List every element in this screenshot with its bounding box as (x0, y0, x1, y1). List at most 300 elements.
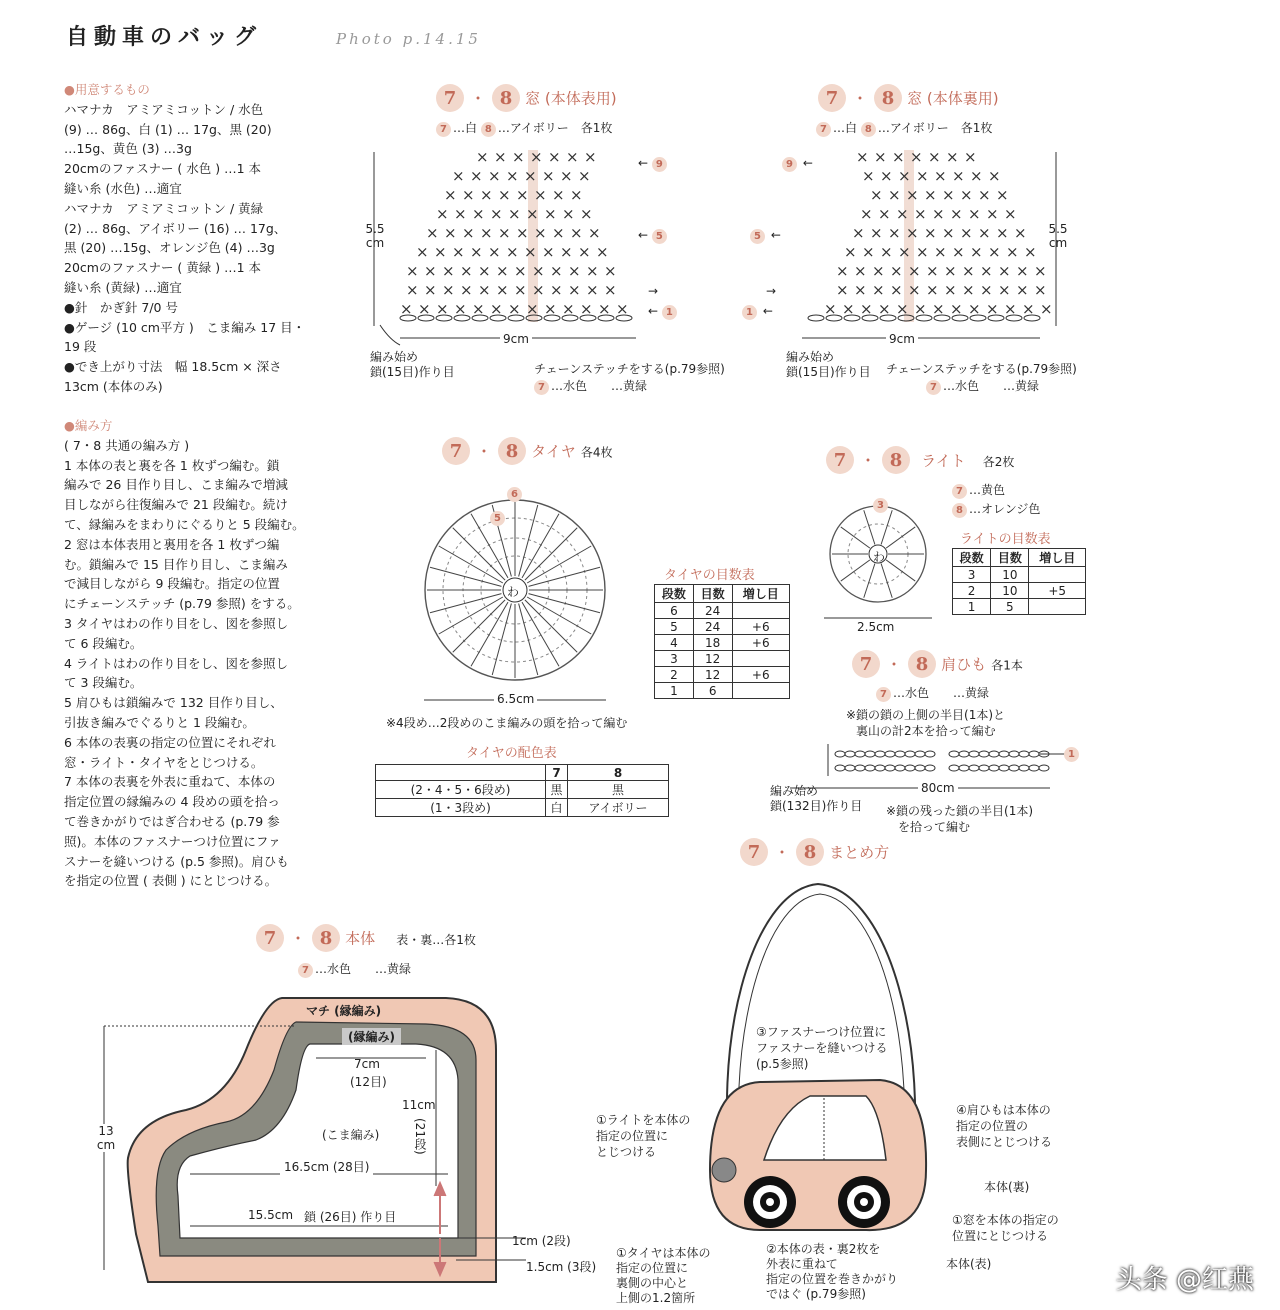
stitch-mark: × (570, 224, 583, 242)
text-line: 6 本体の表裏の指定の位置にそれぞれ (64, 734, 276, 750)
text-line: 20cmのファスナー ( 水色 ) …1 本 (64, 161, 262, 177)
num-7: 7 (826, 446, 854, 474)
text-line: ●針 かぎ針 7/0 号 (64, 299, 178, 315)
strap-stitch (885, 765, 895, 771)
strap-stitch (895, 751, 905, 757)
stitch-mark: × (890, 281, 903, 299)
stitch-mark: × (532, 281, 545, 299)
stitch-mark: × (968, 300, 981, 318)
stitch-mark: × (470, 167, 483, 185)
body-b1: 1cm (2段) (512, 1234, 571, 1248)
stitch-mark: × (844, 243, 857, 261)
num-8: 8 (874, 84, 902, 112)
stitch-mark: × (988, 167, 1001, 185)
stitch-mark: × (530, 148, 543, 166)
table-cell: 2 (655, 667, 694, 683)
light-color-7: 7 …黄色 (952, 481, 1005, 499)
window-front-width: 9cm (500, 332, 532, 346)
stitch-mark: × (488, 243, 501, 261)
light-title: ライト (921, 451, 966, 470)
text-line: 縫い糸 (水色) …適宜 (64, 180, 182, 196)
stitch-ray (525, 528, 577, 580)
stitch-mark: × (872, 262, 885, 280)
text-line: ハマナカ アミアミコットン / 黄緑 (64, 200, 264, 216)
row-marker: 1 (1064, 747, 1079, 762)
window-back-colors: 7 …水色 …黄緑 (926, 377, 1039, 395)
window-back-color-8: …アイボリー 各1枚 (877, 121, 993, 135)
row-marker: 9 (782, 157, 797, 172)
text-line: (9) … 86g、白 (1) … 17g、黒 (20) (64, 121, 272, 137)
stitch-mark: × (898, 167, 911, 185)
strap-stitch (959, 765, 969, 771)
stitch-mark: × (870, 224, 883, 242)
stitch-mark: × (908, 262, 921, 280)
text-line: …15g、黄色 (3) …3g (64, 141, 192, 157)
window-back-sub: 7 …白 8 …アイボリー 各1枚 (816, 119, 992, 137)
strap-stitch (855, 751, 865, 757)
stitch-mark: × (928, 148, 941, 166)
method-section (64, 416, 334, 891)
table-cell: 10 (991, 567, 1029, 583)
text-line: ●ゲージ (10 cm平方 ) こま編み 17 目・ (64, 319, 306, 335)
stitch-mark: × (562, 300, 575, 318)
body-sc: (こま編み) (322, 1128, 380, 1142)
text-line: 3 タイヤはわの作り目をし、図を参照し (64, 615, 289, 631)
table-cell (1029, 599, 1086, 615)
assembly-light-note: ①ライトを本体の 指定の位置に とじつける (596, 1113, 691, 1159)
stitch-mark: × (1014, 224, 1027, 242)
stitch-mark: × (442, 262, 455, 280)
tire-count-table (654, 584, 790, 699)
window-front-row1-arrow: → (648, 284, 659, 298)
text-line: 5 肩ひもは鎖編みで 132 目作り目し、 (64, 695, 283, 711)
num-8: 8 (796, 838, 824, 866)
window-front-chain: チェーンステッチをする(p.79参照) (534, 362, 725, 376)
num-8: 8 (492, 84, 520, 112)
stitch-mark: × (908, 281, 921, 299)
stitch-mark: × (494, 148, 507, 166)
materials-list (64, 100, 334, 397)
text-line: 編みで 26 目作り目し、こま編みで増減 (64, 477, 288, 493)
stitch-mark: × (962, 262, 975, 280)
table-cell: 24 (693, 603, 732, 619)
stitch-mark: × (878, 300, 891, 318)
stitch-mark: × (944, 262, 957, 280)
strap-stitch (1039, 765, 1049, 771)
stitch-mark: × (1006, 243, 1019, 261)
stitch-mark: × (444, 186, 457, 204)
light-width: 2.5cm (854, 620, 897, 634)
window-back-row5: 5 ← (750, 228, 781, 244)
stitch-ray (430, 594, 501, 613)
text-line: 縫い糸 (黄緑) …適宜 (64, 279, 182, 295)
table-cell: 5 (991, 599, 1029, 615)
stitch-ray (519, 604, 538, 675)
stitch-ray (841, 527, 870, 548)
row-marker: 3 (873, 498, 888, 513)
stitch-mark: × (960, 224, 973, 242)
text-line: 2 窓は本体表用と裏用を各 1 枚ずつ編 (64, 536, 280, 552)
stitch-mark: × (910, 148, 923, 166)
text-line: て、縁編みをまわりにぐるりと 5 段編む。 (64, 516, 305, 532)
stitch-mark: × (524, 243, 537, 261)
strap-stitch (855, 765, 865, 771)
stitch-mark: × (978, 186, 991, 204)
text-line: 照)。本体のファスナーつけ位置にファ (64, 833, 281, 849)
table-cell: (1・3段め) (376, 799, 546, 817)
stitch-mark: × (916, 243, 929, 261)
tire-header: 7 ・ 8 タイヤ 各4枚 (442, 437, 613, 465)
row-marker: 5 (750, 229, 765, 244)
strap-stitch (1029, 765, 1039, 771)
stitch-mark: × (424, 262, 437, 280)
num-8: 8 (882, 446, 910, 474)
stitch-ray (886, 527, 915, 548)
stitch-mark: × (406, 281, 419, 299)
stitch-ray (529, 567, 600, 586)
body-header: 7 ・ 8 本体 表・裏…各1枚 (256, 924, 476, 952)
stitch-mark: × (424, 281, 437, 299)
stitch-mark: × (880, 167, 893, 185)
text-line: て巻きかがりではぎ合わせる (p.79 参 (64, 813, 280, 829)
stitch-mark: × (942, 224, 955, 242)
table-cell: 3 (953, 567, 991, 583)
stitch-mark: × (934, 243, 947, 261)
body-b15: 1.5cm (3段) (526, 1260, 597, 1274)
window-back-header: 7 ・ 8 窓 (本体裏用) (818, 84, 999, 112)
stitch-mark: × (950, 205, 963, 223)
stitch-mark: × (968, 205, 981, 223)
body-w155: 15.5cm (248, 1208, 294, 1222)
num-7: 7 (442, 437, 470, 465)
strap-stitch (905, 765, 915, 771)
stitch-mark: × (914, 205, 927, 223)
wheel-icon (838, 1176, 890, 1228)
tire-row5 (490, 506, 507, 526)
table-cell (732, 683, 789, 699)
assembly-back-label: 本体(裏) (984, 1180, 1030, 1194)
strap-stitch (969, 751, 979, 757)
window-front-row9: ← 9 (638, 156, 669, 172)
text-line: 窓・ライト・タイヤをとじつける。 (64, 754, 264, 770)
num-8: 8 (312, 924, 340, 952)
window-front-height: 5.5 cm (365, 222, 385, 250)
stitch-mark: × (980, 281, 993, 299)
text-line: て 3 段編む。 (64, 675, 143, 691)
stitch-mark: × (426, 224, 439, 242)
stitch-mark: × (854, 262, 867, 280)
light-row3 (873, 493, 890, 513)
stitch-mark: × (452, 243, 465, 261)
table-row (376, 799, 669, 817)
stitch-mark: × (1024, 243, 1037, 261)
text-line: スナーを縫いつける (p.5 参照)。肩ひも (64, 853, 289, 869)
num-8: 8 (908, 650, 936, 678)
text-line: ●でき上がり寸法 幅 18.5cm × 深さ (64, 359, 282, 375)
stitch-mark: × (586, 262, 599, 280)
stitch-ray (492, 604, 511, 675)
table-cell: 12 (693, 667, 732, 683)
stitch-mark: × (508, 205, 521, 223)
stitch-mark: × (878, 205, 891, 223)
tire-color-table (375, 764, 669, 817)
strap-note2: 裏山の計2本を拾って編む (856, 724, 996, 738)
stitch-mark: × (498, 224, 511, 242)
row-marker: 1 (742, 305, 757, 320)
stitch-mark: × (880, 243, 893, 261)
stitch-mark: × (1034, 262, 1047, 280)
strap-stitch (845, 765, 855, 771)
strap-stitch (979, 751, 989, 757)
stitch-mark: × (406, 262, 419, 280)
table-cell (732, 603, 789, 619)
stitch-mark: × (854, 281, 867, 299)
stitch-mark: × (970, 167, 983, 185)
method-subheading: ( 7・8 共通の編み方 ) (64, 437, 190, 453)
table-cell: +6 (732, 667, 789, 683)
text-line: 7 本体の表裏を外表に重ねて、本体の (64, 774, 276, 790)
stitch-mark: × (962, 281, 975, 299)
window-front-start: 編み始め 鎖(15目)作り目 (370, 350, 455, 379)
strap-stitch (925, 765, 935, 771)
text-line: 19 段 (64, 339, 97, 355)
strap-row1 (1064, 746, 1081, 762)
body-edge: (縁編み) (342, 1028, 401, 1045)
strap-stitch (865, 765, 875, 771)
table-cell: 5 (655, 619, 694, 635)
stitch-ray (430, 567, 501, 586)
light-header: 7 ・ 8 ライト 各2枚 (826, 446, 1014, 474)
stitch-mark: × (588, 224, 601, 242)
stitch-mark: × (836, 262, 849, 280)
window-front-sub: 7 …白 8 …アイボリー 各1枚 (436, 119, 612, 137)
table-header-cell: 段数 (655, 585, 694, 603)
assembly-join-note: ②本体の表・裏2枚を 外表に重ねて 指定の位置を巻きかがり ではぐ (p.79参照) (766, 1242, 899, 1301)
stitch-mark: × (942, 186, 955, 204)
table-row (953, 583, 1086, 599)
stitch-mark: × (524, 167, 537, 185)
stitch-mark: × (934, 167, 947, 185)
table-row (953, 567, 1086, 583)
stitch-mark: × (478, 262, 491, 280)
num-8: 8 (498, 437, 526, 465)
tire-color-title: タイヤの配色表 (466, 746, 557, 761)
stitch-mark: × (444, 224, 457, 242)
stitch-mark: × (870, 186, 883, 204)
body-w7: 7cm (354, 1057, 380, 1071)
wheel-icon (744, 1176, 796, 1228)
window-back-width: 9cm (886, 332, 918, 346)
stitch-mark: × (906, 224, 919, 242)
strap-stitch (885, 751, 895, 757)
text-line: 4 ライトはわの作り目をし、図を参照し (64, 655, 289, 671)
table-cell (1029, 567, 1086, 583)
stitch-mark: × (534, 224, 547, 242)
tire-note: ※4段め…2段めのこま編みの頭を拾って編む (386, 716, 628, 730)
stitch-ray (453, 600, 505, 652)
stitch-mark: × (1040, 300, 1053, 318)
table-cell: 3 (655, 651, 694, 667)
window-back-row9: 9 ← (782, 156, 813, 172)
table-row (655, 619, 790, 635)
window-front-color-7: …白 (453, 121, 478, 135)
stitch-mark: × (496, 262, 509, 280)
strap-note1: ※鎖の鎖の上側の半目(1本)と (846, 708, 1006, 722)
table-row (655, 603, 790, 619)
light-color-8-text: …オレンジ色 (969, 502, 1041, 516)
text-line: 20cmのファスナー ( 黄緑 ) …1 本 (64, 260, 262, 276)
stitch-mark: × (534, 186, 547, 204)
table-cell: +5 (1029, 583, 1086, 599)
stitch-ray (864, 510, 875, 544)
stitch-mark: × (924, 186, 937, 204)
num-7: 7 (436, 84, 464, 112)
strap-colors: 7 …水色 …黄緑 (876, 684, 989, 702)
stitch-mark: × (452, 167, 465, 185)
strap-stitch (925, 751, 935, 757)
stitch-mark: × (544, 300, 557, 318)
row-marker: 6 (507, 487, 522, 502)
strap-stitch (835, 751, 845, 757)
stitch-mark: × (952, 243, 965, 261)
table-cell: 6 (655, 603, 694, 619)
stitch-mark: × (1022, 300, 1035, 318)
stitch-mark: × (550, 262, 563, 280)
table-row (953, 599, 1086, 615)
light-center: わ (873, 550, 886, 564)
window-front-row5: ← 5 (638, 228, 669, 244)
text-line: て 6 段編む。 (64, 635, 143, 651)
assembly-strap-note: ④肩ひもは本体の 指定の位置の 表側にとじつける (956, 1103, 1053, 1149)
stitch-mark: × (896, 205, 909, 223)
body-h13: 13 cm (94, 1124, 118, 1152)
strap-stitch (905, 751, 915, 757)
stitch-mark: × (436, 300, 449, 318)
stitch-mark: × (890, 262, 903, 280)
stitch-mark: × (566, 148, 579, 166)
stitch-mark: × (526, 205, 539, 223)
table-row (655, 635, 790, 651)
stitch-mark: × (946, 148, 959, 166)
stitch-mark: × (460, 262, 473, 280)
stitch-mark: × (916, 167, 929, 185)
stitch-mark: × (562, 205, 575, 223)
strap-stitch (999, 765, 1009, 771)
table-cell: 黒 (546, 781, 568, 799)
body-h11: 11cm (402, 1098, 436, 1112)
stitch-mark: × (512, 148, 525, 166)
table-row (655, 683, 790, 699)
table-cell: 12 (693, 651, 732, 667)
stitch-mark: × (508, 300, 521, 318)
stitch-mark: × (454, 205, 467, 223)
stitch-mark: × (506, 243, 519, 261)
body-w165: 16.5cm (28目) (280, 1158, 373, 1175)
stitch-mark: × (472, 300, 485, 318)
stitch-mark: × (586, 281, 599, 299)
stitch-mark: × (1034, 281, 1047, 299)
strap-stitch (835, 765, 845, 771)
stitch-mark: × (436, 205, 449, 223)
table-cell: +6 (732, 619, 789, 635)
stitch-mark: × (506, 167, 519, 185)
row-marker: 5 (652, 229, 667, 244)
stitch-mark: × (416, 243, 429, 261)
stitch-ray (864, 564, 875, 598)
stitch-mark: × (552, 224, 565, 242)
tire-title: タイヤ (531, 442, 576, 461)
stitch-mark: × (542, 243, 555, 261)
stitch-mark: × (926, 281, 939, 299)
chain-mark (808, 315, 824, 321)
tire-width: 6.5cm (494, 692, 537, 706)
stitch-mark: × (580, 205, 593, 223)
stitch-mark: × (552, 186, 565, 204)
stitch-mark: × (860, 300, 873, 318)
assembly-window-note: ①窓を本体の指定の 位置にとじつける (952, 1213, 1059, 1243)
strap-stitch (915, 751, 925, 757)
table-header-cell: 目数 (991, 549, 1029, 567)
stitch-mark: × (550, 281, 563, 299)
stitch-mark: × (970, 243, 983, 261)
materials-section (64, 80, 334, 397)
stitch-mark: × (542, 167, 555, 185)
stitch-mark: × (1004, 205, 1017, 223)
stitch-mark: × (580, 300, 593, 318)
stitch-mark: × (914, 300, 927, 318)
window-back-row1-arrow: → (766, 284, 777, 298)
stitch-mark: × (926, 262, 939, 280)
stitch-ray (529, 594, 600, 613)
strap-stitch (875, 765, 885, 771)
window-back-row1: 1 ← (742, 304, 773, 320)
strap-stitch (1029, 751, 1039, 757)
table-cell: 18 (693, 635, 732, 651)
light-count-table (952, 548, 1086, 615)
stitch-mark: × (470, 243, 483, 261)
table-cell: 黒 (567, 781, 668, 799)
stitch-mark: × (986, 300, 999, 318)
stitch-mark: × (514, 262, 527, 280)
stitch-mark: × (496, 281, 509, 299)
window-back-start: 編み始め 鎖(15目)作り目 (786, 350, 871, 379)
stitch-mark: × (442, 281, 455, 299)
stitch-mark: × (862, 167, 875, 185)
strap-stitch (1009, 751, 1019, 757)
row-marker: 9 (652, 157, 667, 172)
stitch-mark: × (516, 224, 529, 242)
strap-stitch (989, 765, 999, 771)
stitch-mark: × (480, 186, 493, 204)
text-line: ハマナカ アミアミコットン / 水色 (64, 101, 264, 117)
stitch-mark: × (490, 205, 503, 223)
table-header-cell (376, 765, 546, 781)
body-colors: 7 …水色 …黄緑 (298, 960, 411, 978)
assembly-title: まとめ方 (829, 843, 890, 862)
body-h11b: (21段) (413, 1118, 427, 1155)
stitch-mark: × (568, 262, 581, 280)
table-row (655, 651, 790, 667)
text-line: 指定位置の縁編みの 4 段めの頭を拾っ (64, 794, 280, 810)
stitch-mark: × (932, 300, 945, 318)
light-table-title: ライトの目数表 (960, 532, 1051, 547)
table-cell: 白 (546, 799, 568, 817)
stitch-mark: × (476, 148, 489, 166)
strap-stitch (1019, 751, 1029, 757)
stitch-mark: × (898, 243, 911, 261)
window-front-colors: 7 …水色 …黄緑 (534, 377, 647, 395)
stitch-mark: × (462, 186, 475, 204)
